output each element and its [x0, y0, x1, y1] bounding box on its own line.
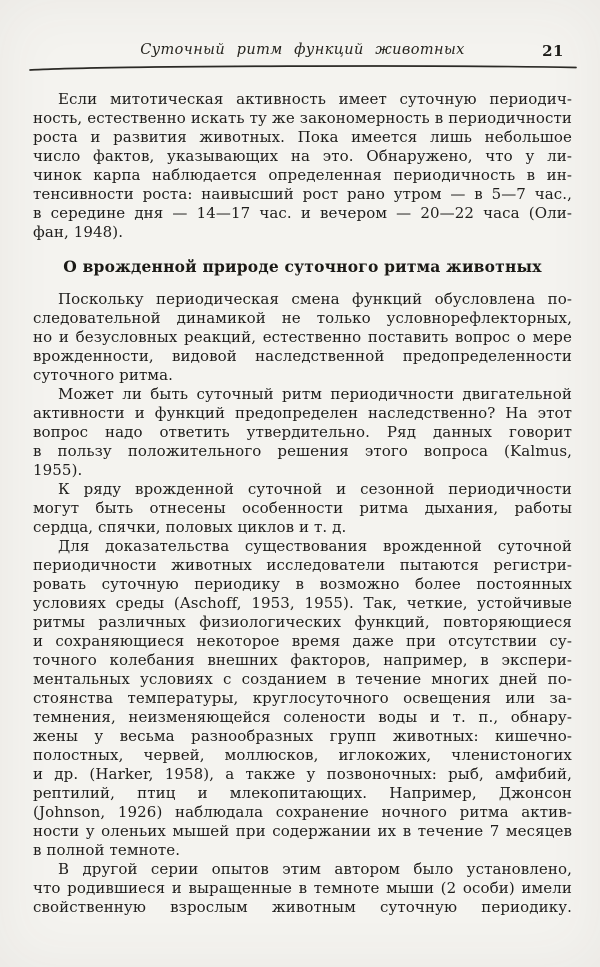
text-line: и сохраняющиеся некоторое время даже при отсутствии су- — [33, 632, 572, 650]
text-line: 1955). — [33, 461, 83, 479]
text-line: темнения, неизменяющейся солености воды и т. п., обнару- — [33, 708, 572, 726]
text-line: рептилий, птиц и млекопитающих. Например, Джонсон — [33, 784, 572, 802]
text-line: Если митотическая активность имеет суточную периодич- — [58, 90, 572, 108]
text-line: полостных, червей, моллюсков, иглокожих, членистоногих — [33, 746, 572, 764]
paragraph — [33, 90, 572, 242]
text-line: ментальных условиях с созданием в течение многих дней по- — [33, 670, 572, 688]
header-rule — [28, 64, 578, 72]
text-line: свойственную взрослым животным суточную периодику. — [33, 898, 572, 916]
page-number: 21 — [542, 42, 564, 60]
paragraph — [33, 385, 572, 480]
text-line: и др. (Harker, 1958), а также у позвоночных: рыб, амфибий, — [33, 765, 572, 783]
page-body — [33, 90, 572, 917]
text-line: ритмы различных физиологических функций, повторяющиеся — [33, 613, 572, 631]
text-line: роста и развития животных. Пока имеется лишь небольшое — [33, 128, 572, 146]
text-line: точного колебания внешних факторов, например, в экспери- — [33, 651, 572, 669]
text-line: в пользу положительного решения этого вопроса (Kalmus, — [33, 442, 572, 460]
text-line: активности и функций предопределен наследственно? На этот — [33, 404, 572, 422]
text-line: жены у весьма разнообразных групп животных: кишечно- — [33, 727, 572, 745]
text-line: условиях среды (Aschoff, 1953, 1955). Так, четкие, устойчивые — [33, 594, 572, 612]
text-line: чинок карпа наблюдается определенная периодичность в ин- — [33, 166, 572, 184]
text-line: ности у оленьих мышей при содержании их в течение 7 месяцев — [33, 822, 572, 840]
text-line: ровать суточную периодику в возможно более постоянных — [33, 575, 572, 593]
text-line: врожденности, видовой наследственной предопределенности — [33, 347, 572, 365]
text-line: Для доказательства существования врожденной суточной — [58, 537, 572, 555]
text-line: периодичности животных исследователи пытаются регистри- — [33, 556, 572, 574]
paragraph — [33, 290, 572, 385]
paragraph — [33, 537, 572, 860]
text-line: К ряду врожденной суточной и сезонной периодичности — [58, 480, 572, 498]
text-line: в полной темноте. — [33, 841, 181, 859]
text-line: что родившиеся и выращенные в темноте мыши (2 особи) имели — [33, 879, 572, 897]
paragraph — [33, 480, 572, 537]
text-line: в середине дня — 14—17 час. и вечером — 20—22 часа (Оли- — [33, 204, 572, 222]
text-line: фан, 1948). — [33, 223, 124, 241]
text-line: (Johnson, 1926) наблюдала сохранение ночного ритма актив- — [33, 803, 572, 821]
text-line: тенсивности роста: наивысший рост рано утром — в 5—7 час., — [33, 185, 572, 203]
text-line: В другой серии опытов этим автором было установлено, — [58, 860, 572, 878]
text-line: Может ли быть суточный ритм периодичности двигательной — [58, 385, 572, 403]
text-line: следовательной динамикой не только условнорефлекторных, — [33, 309, 572, 327]
section-heading: О врожденной природе суточного ритма животных — [63, 257, 542, 276]
text-line: вопрос надо ответить утвердительно. Ряд данных говорит — [33, 423, 572, 441]
running-header-title: Суточный ритм функций животных — [140, 42, 465, 58]
text-line: могут быть отнесены особенности ритма дыхания, работы — [33, 499, 572, 517]
text-line: ность, естественно искать ту же закономерность в периодичности — [33, 109, 572, 127]
paragraph — [33, 860, 572, 917]
text-line: число фактов, указывающих на это. Обнаружено, что у ли- — [33, 147, 572, 165]
running-header — [33, 42, 572, 62]
text-line: Поскольку периодическая смена функций обусловлена по- — [58, 290, 572, 308]
text-line: суточного ритма. — [33, 366, 174, 384]
text-line: но и безусловных реакций, естественно поставить вопрос о мере — [33, 328, 572, 346]
text-line: сердца, спячки, половых циклов и т. д. — [33, 518, 347, 536]
text-line: стоянства температуры, круглосуточного освещения или за- — [33, 689, 572, 707]
